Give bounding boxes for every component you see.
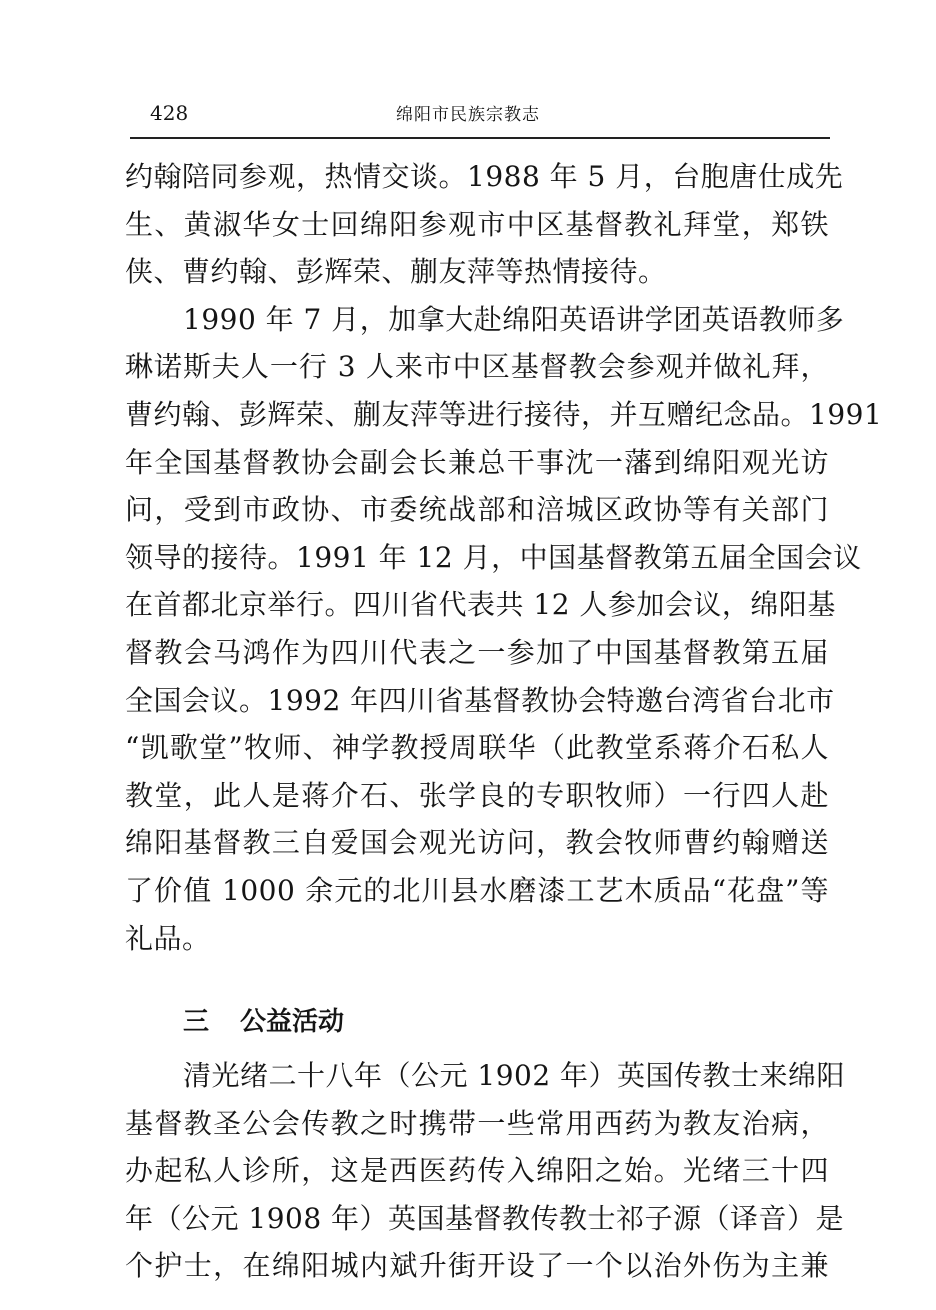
- text-line: 清光绪二十八年（公元 1902 年）英国传教士来绵阳: [183, 1059, 846, 1093]
- text-line: “凯歌堂”牧师、神学教授周联华（此教堂系蒋介石私人: [125, 731, 829, 765]
- text-line: 个护士，在绵阳城内斌升街开设了一个以治外伤为主兼: [125, 1249, 829, 1283]
- text-line: 了价值 1000 余元的北川县水磨漆工艺木质品“花盘”等: [125, 873, 829, 907]
- text-line: 生、黄淑华女士回绵阳参观市中区基督教礼拜堂，郑铁: [125, 207, 829, 241]
- running-title: 绵阳市民族宗教志: [396, 105, 540, 125]
- text-line: 办起私人诊所，这是西医药传入绵阳之始。光绪三十四: [125, 1154, 829, 1188]
- paragraph-3: [125, 1052, 846, 1290]
- header-rule: [130, 137, 830, 139]
- section-number: 三: [183, 1007, 210, 1038]
- text-line: 年（公元 1908 年）英国基督教传教士祁子源（译音）是: [125, 1201, 845, 1235]
- text-line: 礼品。: [125, 921, 211, 955]
- text-line: 基督教圣公会传教之时携带一些常用西药为教友治病，: [125, 1106, 829, 1140]
- text-line: 1990 年 7 月，加拿大赴绵阳英语讲学团英语教师多: [183, 302, 845, 336]
- text-line: 曹约翰、彭辉荣、蒯友萍等进行接待，并互赠纪念品。1991: [125, 397, 883, 431]
- text-line: 领导的接待。1991 年 12 月，中国基督教第五届全国会议: [125, 540, 862, 574]
- text-line: 问，受到市政协、市委统战部和涪城区政协等有关部门: [125, 493, 829, 527]
- paragraph-2: [125, 296, 883, 962]
- text-line: 督教会马鸿作为四川代表之一参加了中国基督教第五届: [125, 635, 829, 669]
- text-line: 教堂，此人是蒋介石、张学良的专职牧师）一行四人赴: [125, 778, 829, 812]
- text-line: 琳诺斯夫人一行 3 人来市中区基督教会参观并做礼拜，: [125, 350, 829, 384]
- text-line: 绵阳基督教三自爱国会观光访问，教会牧师曹约翰赠送: [125, 826, 829, 860]
- paragraph-1: [125, 153, 844, 296]
- text-line: 年全国基督教协会副会长兼总干事沈一藩到绵阳观光访: [125, 445, 829, 479]
- text-line: 侠、曹约翰、彭辉荣、蒯友萍等热情接待。: [125, 255, 667, 289]
- body-text: [125, 153, 883, 1290]
- text-line: 约翰陪同参观，热情交谈。1988 年 5 月，台胞唐仕成先: [125, 160, 844, 193]
- text-line: 全国会议。1992 年四川省基督教协会特邀台湾省台北市: [125, 683, 835, 717]
- section-title: 公益活动: [240, 1007, 345, 1038]
- page-number: 428: [150, 101, 189, 125]
- text-line: 在首都北京举行。四川省代表共 12 人参加会议，绵阳基: [125, 588, 836, 622]
- section-heading: [125, 962, 829, 1052]
